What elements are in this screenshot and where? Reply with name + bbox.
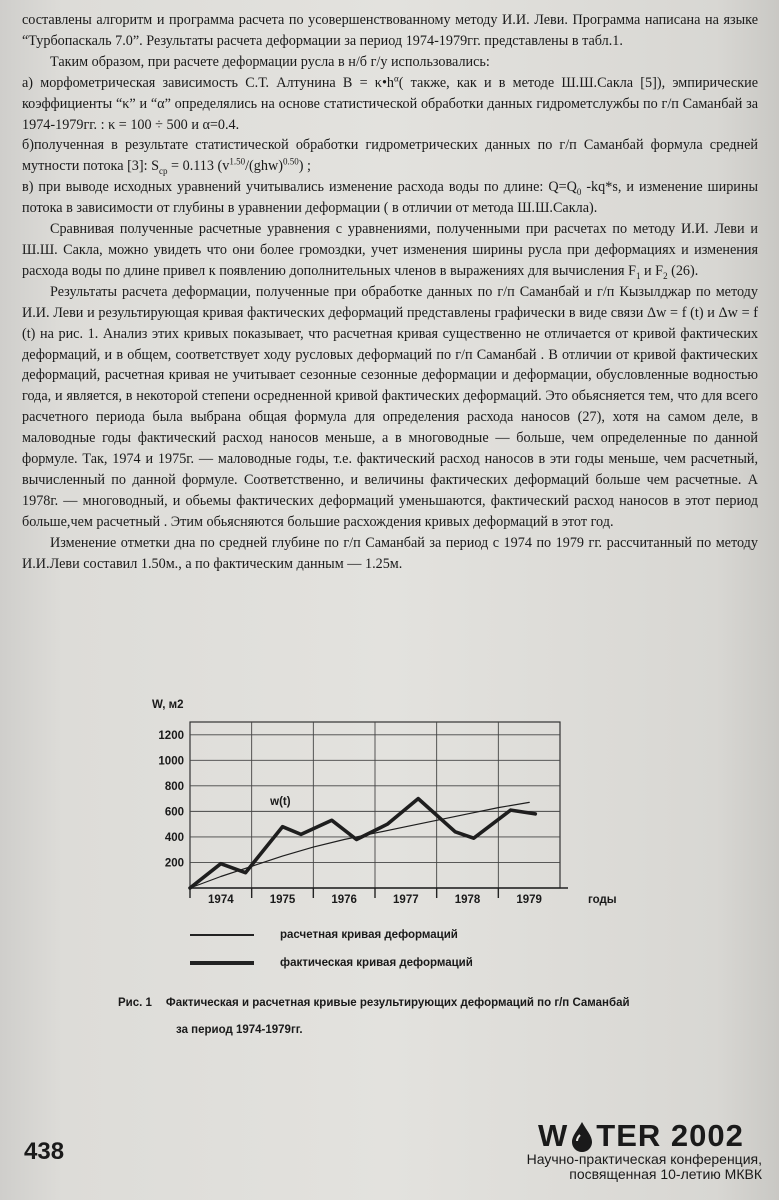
curve-annotation: w(t)	[270, 796, 291, 808]
y-tick-label: 800	[164, 780, 184, 793]
conference-line-1: Научно-практическая конференция,	[526, 1151, 762, 1167]
y-tick-label: 600	[164, 806, 184, 819]
y-axis-label: W, м2	[152, 699, 184, 711]
p5-text-a: в) при выводе исходных уравнений учитывались изменение расхода воды по длине: Q=Q	[22, 179, 577, 196]
paragraph-5	[22, 177, 758, 219]
x-tick-label: 1976	[331, 894, 357, 906]
chart-legend	[190, 925, 530, 975]
conference-line-2: посвященная 10-летию МКВК	[569, 1166, 762, 1182]
y-tick-label: 200	[164, 857, 184, 870]
caption-title: Фактическая и расчетная кривые результирующих деформаций по г/п Саманбай	[165, 997, 630, 1009]
logo-text-left: W	[538, 1118, 569, 1153]
x-axis-label: годы	[588, 894, 617, 906]
series-line-calc	[190, 802, 529, 888]
p4-text-b: = 0.113 (v	[167, 158, 230, 175]
x-tick-label: 1974	[208, 894, 234, 906]
x-tick-label: 1977	[393, 894, 419, 906]
figure-caption	[118, 990, 678, 1044]
logo-text-right: TER 2002	[596, 1118, 744, 1153]
series-line-fact	[190, 799, 535, 888]
p3-text-a: а) морфометрическая зависимость С.Т. Алтунина B = κ•h	[22, 74, 395, 91]
p6-text-end: (26).	[667, 262, 699, 279]
deformation-chart	[140, 690, 617, 915]
p6-text-a: Сравнивая полученные расчетные уравнения с уравнениями, полученными при расчетах по методу И.И. Леви и Ш.Ш. Сакла, можно увидеть что они более громоздки, учет изменения ширины русла при деформациях и изменения расхода воды по длине привел к появлению дополнительных членов в выражениях для вычисления F	[22, 221, 758, 279]
body-text	[22, 10, 758, 574]
p4-text-a: б)полученная в результате статистической обработки гидрометрических данных по г/п Саманбай формула средней мутности потока [3]: S	[22, 137, 758, 175]
p6-sub1: 1	[635, 270, 641, 281]
p4-text-d: ) ;	[298, 158, 311, 175]
paragraph-8: Изменение отметки дна по средней глубине по г/п Саманбай за период с 1974 по 1979 гг. рассчитанный по методу И.И.Леви составил 1.50м., а по фактическим данным — 1.25м.	[22, 534, 758, 572]
x-tick-label: 1975	[269, 894, 296, 906]
paragraph-4	[22, 135, 758, 177]
paragraph-6	[22, 219, 758, 282]
legend-thick-line	[190, 961, 254, 965]
caption-line-2: за период 1974-1979гг.	[176, 1024, 303, 1036]
y-tick-label: 1000	[158, 755, 184, 768]
y-tick-label: 1200	[158, 729, 184, 742]
paragraph-7: Результаты расчета деформации, полученные при обработке данных по г/п Саманбай и г/п Кызылджар по методу И.И. Леви и результирующая кривая фактических деформаций представлены графически в виде связи Δw = f (t) и Δw = f (t) на рис. 1. Анализ этих кривых показывает, что расчетная кривая существенно не отличается от кривой фактических деформаций, и в общем, соответствует ходу русловых деформаций по г/п Саманбай . В отличии от кривой фактических деформаций, расчетная кривая не учитывает сезонные сезонные деформации и деформации, обусловленные водностью года, и является, в некоторой степени осредненной кривой фактических деформаций. Это обьясняется тем, что для всего расчетного периода была выбрана общая формула для определения расхода наносов (27), хотя на самом деле, в маловодные годы фактический расход наносов меньше, а в многоводные — больше, чем определенные по данной формуле. Так, 1974 и 1975г. — маловодные годы, т.е. фактический расход наносов в эти годы меньше, чем расчетный, вычисленный по данной формуле. Соответственно, и величины фактических деформаций больше чем расчетные. А 1978г. — многоводный, и обьемы фактических деформаций уменьшаются, фактический расход наносов в этот период больше,чем расчетный . Этим обьясняются большие расхождения кривых деформаций в этот год.	[22, 283, 758, 530]
p5-sub: 0	[576, 187, 582, 198]
legend-item-fact	[190, 953, 473, 973]
p4-sub: ср	[159, 166, 168, 177]
p3-sup: α	[394, 72, 399, 83]
water-drop-icon	[569, 1120, 595, 1152]
p6-text-mid: и F	[640, 262, 664, 279]
paragraph-1: составлены алгоритм и программа расчета по усовершенствованному методу И.И. Леви. Программа написана на языке “Турбопаскаль 7.0”. Результаты расчета деформации за период 1974-1979гг. представлены в табл.1.	[22, 12, 758, 49]
p4-sup2: 0.50	[282, 156, 299, 167]
legend-thin-line	[190, 934, 254, 935]
p4-sup1: 1.50	[229, 156, 246, 167]
paragraph-3	[22, 73, 758, 136]
p5-text-b: -kq*s, и изменение ширины потока в зависимости от глубины в уравнении деформации ( в отличии от метода Ш.Ш.Сакла).	[22, 179, 758, 217]
legend-fact-label: фактическая кривая деформаций	[280, 957, 473, 969]
p4-text-c: /(ghw)	[245, 158, 283, 175]
p6-sub2: 2	[663, 270, 668, 281]
water-2002-logo	[538, 1118, 744, 1154]
page-number: 438	[24, 1138, 65, 1165]
caption-line-1	[118, 990, 678, 1017]
caption-number: Рис. 1	[118, 997, 152, 1009]
paragraph-2: Таким образом, при расчете деформации русла в н/б г/у использовались:	[50, 53, 490, 70]
legend-calc-label: расчетная кривая деформаций	[280, 929, 458, 941]
y-tick-label: 400	[164, 831, 184, 844]
chart-svg	[140, 690, 617, 915]
x-tick-label: 1979	[516, 894, 542, 906]
x-tick-label: 1978	[454, 894, 481, 906]
legend-item-calc	[190, 925, 458, 945]
conference-info	[488, 1152, 762, 1182]
p3-text-b: ( также, как и в методе Ш.Ш.Сакла [5]), эмпирические коэффициенты “κ” и “α” определялись на основе статистической обработки данных гидрометслужбы по г/п Саманбай за 1974-1979гг. : κ = 100 ÷ 500 и α=0.4.	[22, 74, 758, 133]
